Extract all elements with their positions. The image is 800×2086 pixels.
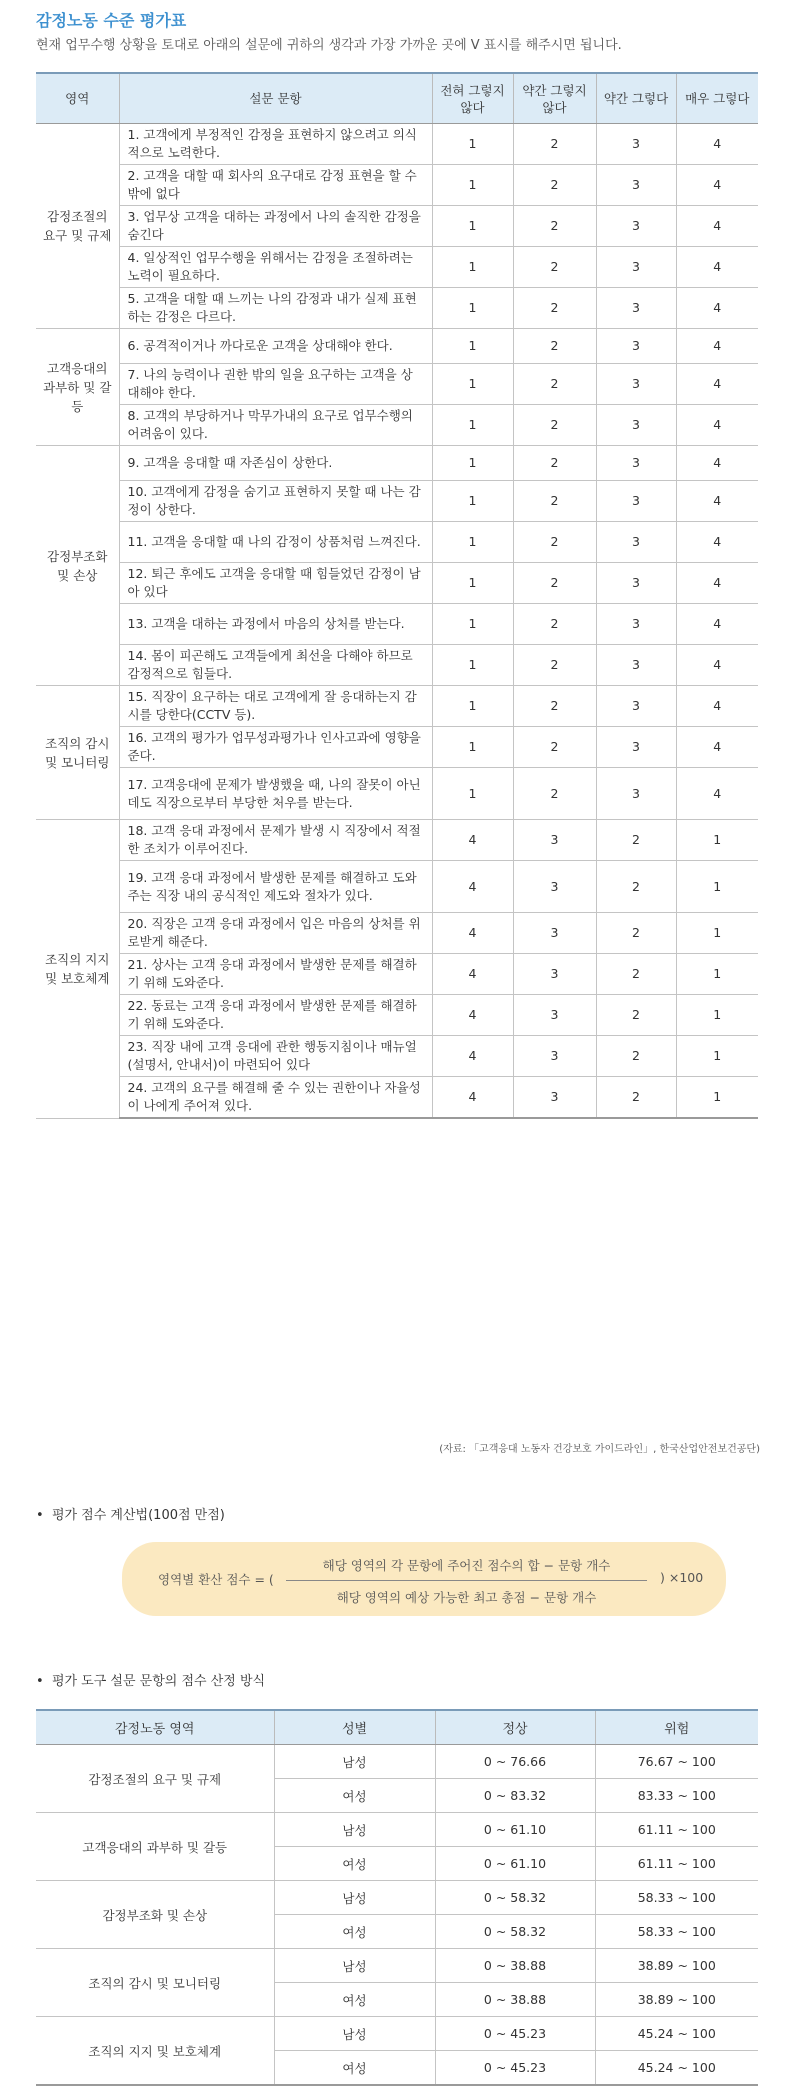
survey-question: 7. 나의 능력이나 권한 밖의 일을 요구하는 고객을 상대해야 한다. [119,364,432,405]
survey-option-4[interactable]: 4 [676,446,758,481]
scoring-sex: 여성 [274,2051,435,2086]
scoring-sex: 남성 [274,2017,435,2051]
survey-option-4[interactable]: 4 [676,481,758,522]
survey-option-2[interactable]: 3 [513,1036,596,1077]
scoring-sex: 남성 [274,1813,435,1847]
scoring-sex: 남성 [274,1881,435,1915]
survey-option-3[interactable]: 3 [596,165,676,206]
scoring-area-label: 고객응대의 과부하 및 갈등 [36,1813,274,1881]
survey-question: 6. 공격적이거나 까다로운 고객을 상대해야 한다. [119,329,432,364]
survey-row [36,165,758,206]
survey-option-3[interactable]: 3 [596,247,676,288]
survey-option-1[interactable]: 1 [432,124,513,165]
survey-option-3[interactable]: 2 [596,820,676,861]
survey-option-3[interactable]: 2 [596,1036,676,1077]
survey-option-4[interactable]: 4 [676,686,758,727]
survey-question: 16. 고객의 평가가 업무성과평가나 인사고과에 영향을 준다. [119,727,432,768]
survey-question: 8. 고객의 부당하거나 막무가내의 요구로 업무수행의 어려움이 있다. [119,405,432,446]
scoring-table [36,1709,758,2086]
survey-option-2[interactable]: 2 [513,604,596,645]
scoring-risk-range: 58.33 ~ 100 [595,1915,758,1949]
survey-question: 13. 고객을 대하는 과정에서 마음의 상처를 받는다. [119,604,432,645]
survey-option-3[interactable]: 3 [596,481,676,522]
survey-option-3[interactable]: 3 [596,604,676,645]
scoring-risk-range: 45.24 ~ 100 [595,2017,758,2051]
survey-row [36,913,758,954]
header-strongly-agree: 매우 그렇다 [676,73,758,124]
survey-option-3[interactable]: 3 [596,446,676,481]
survey-header-row [36,73,758,124]
survey-option-2[interactable]: 2 [513,288,596,329]
scoring-normal-range: 0 ~ 58.32 [435,1915,595,1949]
survey-option-3[interactable]: 3 [596,124,676,165]
formula-box [122,1542,726,1616]
scoring-row [36,1813,758,1847]
survey-row [36,954,758,995]
survey-question: 12. 퇴근 후에도 고객을 응대할 때 힘들었던 감정이 남아 있다 [119,563,432,604]
survey-row [36,820,758,861]
survey-option-2[interactable]: 3 [513,1077,596,1119]
survey-option-1[interactable]: 1 [432,288,513,329]
survey-row [36,861,758,913]
survey-question: 3. 업무상 고객을 대하는 과정에서 나의 솔직한 감정을 숨긴다 [119,206,432,247]
scoring-normal-range: 0 ~ 45.23 [435,2051,595,2086]
scoring-sex: 남성 [274,1745,435,1779]
survey-option-3[interactable]: 3 [596,563,676,604]
survey-question: 4. 일상적인 업무수행을 위해서는 감정을 조절하려는 노력이 필요하다. [119,247,432,288]
survey-question: 22. 동료는 고객 응대 과정에서 발생한 문제를 해결하기 위해 도와준다. [119,995,432,1036]
survey-question: 14. 몸이 피곤해도 고객들에게 최선을 다해야 하므로 감정적으로 힘들다. [119,645,432,686]
survey-option-4[interactable]: 4 [676,604,758,645]
survey-option-4[interactable]: 4 [676,124,758,165]
survey-option-2[interactable]: 2 [513,686,596,727]
survey-option-2[interactable]: 2 [513,405,596,446]
instructions-text: 현재 업무수행 상황을 토대로 아래의 설문에 귀하의 생각과 가장 가까운 곳에 V 표시를 해주시면 됩니다. [36,38,622,53]
scoring-risk-range: 58.33 ~ 100 [595,1881,758,1915]
survey-row [36,768,758,820]
survey-option-2[interactable]: 3 [513,861,596,913]
survey-option-2[interactable]: 3 [513,954,596,995]
survey-option-4[interactable]: 4 [676,364,758,405]
survey-option-2[interactable]: 2 [513,727,596,768]
survey-option-4[interactable]: 4 [676,768,758,820]
survey-option-2[interactable]: 2 [513,768,596,820]
scoring-normal-range: 0 ~ 45.23 [435,2017,595,2051]
survey-row [36,247,758,288]
scoring-area-label: 조직의 감시 및 모니터링 [36,1949,274,2017]
page-title: 감정노동 수준 평가표 [36,11,187,30]
survey-option-2[interactable]: 2 [513,563,596,604]
survey-question: 10. 고객에게 감정을 숨기고 표현하지 못할 때 나는 감정이 상한다. [119,481,432,522]
survey-option-1[interactable]: 4 [432,954,513,995]
header-somewhat-agree: 약간 그렇다 [596,73,676,124]
formula-lhs: 영역별 환산 점수 = ( [158,1572,274,1587]
scoring-normal-range: 0 ~ 61.10 [435,1813,595,1847]
survey-question: 11. 고객을 응대할 때 나의 감정이 상품처럼 느껴진다. [119,522,432,563]
formula-denominator: 해당 영역의 예상 가능한 최고 총점 − 문항 개수 [336,1590,597,1605]
survey-option-4[interactable]: 1 [676,954,758,995]
survey-row [36,1077,758,1119]
survey-option-1[interactable]: 1 [432,364,513,405]
survey-option-4[interactable]: 1 [676,995,758,1036]
survey-question: 5. 고객을 대할 때 느끼는 나의 감정과 내가 실제 표현하는 감정은 다르다. [119,288,432,329]
survey-option-4[interactable]: 4 [676,206,758,247]
scoring-risk-range: 61.11 ~ 100 [595,1847,758,1881]
survey-row [36,329,758,364]
calc-heading-text: 평가 점수 계산법(100점 만점) [51,1508,225,1523]
survey-row [36,446,758,481]
survey-question: 19. 고객 응대 과정에서 발생한 문제를 해결하고 도와주는 직장 내의 공식적인 제도와 절차가 있다. [119,861,432,913]
scoring-normal-range: 0 ~ 76.66 [435,1745,595,1779]
survey-option-4[interactable]: 4 [676,522,758,563]
fraction-line [286,1580,647,1581]
survey-option-3[interactable]: 3 [596,727,676,768]
survey-option-3[interactable]: 3 [596,364,676,405]
scoring-row [36,1745,758,1779]
survey-option-2[interactable]: 2 [513,645,596,686]
scoring-row [36,2017,758,2051]
survey-option-4[interactable]: 1 [676,861,758,913]
survey-option-3[interactable]: 3 [596,206,676,247]
header-somewhat-disagree: 약간 그렇지 않다 [513,73,596,124]
scoring-heading-text: 평가 도구 설문 문항의 점수 산정 방식 [51,1674,266,1689]
scoring-area-label: 감정부조화 및 손상 [36,1881,274,1949]
survey-question: 24. 고객의 요구를 해결해 줄 수 있는 권한이나 자율성이 나에게 주어져 있다. [119,1077,432,1119]
survey-option-1[interactable]: 4 [432,995,513,1036]
survey-option-2[interactable]: 2 [513,124,596,165]
survey-option-1[interactable]: 1 [432,481,513,522]
survey-option-1[interactable]: 4 [432,1077,513,1119]
survey-row [36,522,758,563]
survey-option-1[interactable]: 1 [432,206,513,247]
survey-option-1[interactable]: 4 [432,861,513,913]
scoring-normal-range: 0 ~ 38.88 [435,1949,595,1983]
survey-option-3[interactable]: 2 [596,861,676,913]
survey-option-4[interactable]: 4 [676,405,758,446]
survey-option-1[interactable]: 1 [432,768,513,820]
scoring-risk-range: 83.33 ~ 100 [595,1779,758,1813]
survey-row [36,364,758,405]
survey-option-3[interactable]: 3 [596,288,676,329]
survey-option-4[interactable]: 1 [676,913,758,954]
survey-question: 18. 고객 응대 과정에서 문제가 발생 시 직장에서 적절한 조치가 이루어진다. [119,820,432,861]
survey-option-1[interactable]: 1 [432,727,513,768]
survey-row [36,645,758,686]
scoring-sex: 여성 [274,1779,435,1813]
survey-option-2[interactable]: 2 [513,165,596,206]
scoring-risk-range: 76.67 ~ 100 [595,1745,758,1779]
survey-area-label: 감정부조화 및 손상 [36,446,119,686]
survey-row [36,288,758,329]
survey-row [36,563,758,604]
scoring-normal-range: 0 ~ 38.88 [435,1983,595,2017]
survey-question: 15. 직장이 요구하는 대로 고객에게 잘 응대하는지 감시를 당한다(CCTV 등). [119,686,432,727]
survey-option-2[interactable]: 2 [513,247,596,288]
survey-option-1[interactable]: 1 [432,329,513,364]
scoring-normal-range: 0 ~ 58.32 [435,1881,595,1915]
header-normal: 정상 [435,1710,595,1745]
survey-option-1[interactable]: 1 [432,446,513,481]
survey-row [36,1036,758,1077]
survey-question: 21. 상사는 고객 응대 과정에서 발생한 문제를 해결하기 위해 도와준다. [119,954,432,995]
scoring-row [36,1881,758,1915]
header-sex: 성별 [274,1710,435,1745]
survey-option-4[interactable]: 1 [676,1077,758,1119]
survey-option-1[interactable]: 1 [432,563,513,604]
scoring-risk-range: 45.24 ~ 100 [595,2051,758,2086]
survey-option-3[interactable]: 3 [596,645,676,686]
survey-question: 23. 직장 내에 고객 응대에 관한 행동지침이나 매뉴얼(설명서, 안내서)이 마련되어 있다 [119,1036,432,1077]
survey-option-2[interactable]: 2 [513,364,596,405]
survey-area-label: 고객응대의 과부하 및 갈등 [36,329,119,446]
header-domain: 감정노동 영역 [36,1710,274,1745]
survey-option-3[interactable]: 2 [596,913,676,954]
scoring-risk-range: 38.89 ~ 100 [595,1983,758,2017]
survey-option-3[interactable]: 3 [596,768,676,820]
survey-option-1[interactable]: 1 [432,247,513,288]
header-strongly-disagree: 전혀 그렇지 않다 [432,73,513,124]
survey-option-2[interactable]: 2 [513,481,596,522]
survey-option-4[interactable]: 1 [676,1036,758,1077]
survey-row [36,604,758,645]
header-question: 설문 문항 [119,73,432,124]
survey-option-3[interactable]: 2 [596,954,676,995]
survey-option-3[interactable]: 3 [596,522,676,563]
survey-option-1[interactable]: 1 [432,522,513,563]
survey-option-3[interactable]: 2 [596,995,676,1036]
survey-row [36,206,758,247]
scoring-sex: 여성 [274,1983,435,2017]
survey-area-label: 조직의 감시 및 모니터링 [36,686,119,820]
survey-option-3[interactable]: 2 [596,1077,676,1119]
survey-question: 17. 고객응대에 문제가 발생했을 때, 나의 잘못이 아닌데도 직장으로부터 부당한 처우를 받는다. [119,768,432,820]
survey-option-2[interactable]: 2 [513,446,596,481]
survey-area-label: 조직의 지지 및 보호체계 [36,820,119,1119]
survey-option-2[interactable]: 3 [513,995,596,1036]
calc-heading: • 평가 점수 계산법(100점 만점) [36,1508,225,1523]
scoring-area-label: 조직의 지지 및 보호체계 [36,2017,274,2086]
scoring-header-row [36,1710,758,1745]
survey-option-4[interactable]: 1 [676,820,758,861]
scoring-heading: • 평가 도구 설문 문항의 점수 산정 방식 [36,1674,266,1689]
survey-row [36,481,758,522]
survey-option-3[interactable]: 3 [596,686,676,727]
survey-question: 9. 고객을 응대할 때 자존심이 상한다. [119,446,432,481]
survey-row [36,995,758,1036]
survey-option-2[interactable]: 2 [513,206,596,247]
survey-option-4[interactable]: 4 [676,645,758,686]
survey-option-1[interactable]: 1 [432,645,513,686]
survey-option-1[interactable]: 4 [432,820,513,861]
header-risk: 위험 [595,1710,758,1745]
scoring-sex: 여성 [274,1915,435,1949]
survey-option-1[interactable]: 4 [432,1036,513,1077]
survey-row [36,405,758,446]
survey-row [36,124,758,165]
formula-numerator: 해당 영역의 각 문항에 주어진 점수의 합 − 문항 개수 [322,1558,611,1573]
survey-row [36,686,758,727]
survey-option-2[interactable]: 2 [513,522,596,563]
scoring-area-label: 감정조절의 요구 및 규제 [36,1745,274,1813]
survey-option-4[interactable]: 4 [676,329,758,364]
scoring-sex: 남성 [274,1949,435,1983]
survey-option-4[interactable]: 4 [676,563,758,604]
survey-option-4[interactable]: 4 [676,288,758,329]
scoring-sex: 여성 [274,1847,435,1881]
scoring-risk-range: 61.11 ~ 100 [595,1813,758,1847]
survey-option-3[interactable]: 3 [596,329,676,364]
survey-option-2[interactable]: 3 [513,820,596,861]
survey-option-1[interactable]: 4 [432,913,513,954]
survey-option-4[interactable]: 4 [676,727,758,768]
scoring-risk-range: 38.89 ~ 100 [595,1949,758,1983]
survey-question: 1. 고객에게 부정적인 감정을 표현하지 않으려고 의식적으로 노력한다. [119,124,432,165]
survey-option-1[interactable]: 1 [432,405,513,446]
survey-option-4[interactable]: 4 [676,247,758,288]
survey-option-4[interactable]: 4 [676,165,758,206]
survey-option-2[interactable]: 2 [513,329,596,364]
survey-option-3[interactable]: 3 [596,405,676,446]
survey-question: 20. 직장은 고객 응대 과정에서 입은 마음의 상처를 위로받게 해준다. [119,913,432,954]
survey-option-1[interactable]: 1 [432,686,513,727]
header-area: 영역 [36,73,119,124]
formula-rhs: ) ×100 [660,1570,704,1585]
survey-table [36,72,758,1119]
survey-option-1[interactable]: 1 [432,604,513,645]
survey-question: 2. 고객을 대할 때 회사의 요구대로 감정 표현을 할 수밖에 없다 [119,165,432,206]
source-note: (자료: 「고객응대 노동자 건강보호 가이드라인」, 한국산업안전보건공단) [439,1444,760,1455]
scoring-row [36,1949,758,1983]
survey-row [36,727,758,768]
scoring-normal-range: 0 ~ 83.32 [435,1779,595,1813]
survey-area-label: 감정조절의 요구 및 규제 [36,124,119,329]
scoring-normal-range: 0 ~ 61.10 [435,1847,595,1881]
survey-option-1[interactable]: 1 [432,165,513,206]
survey-option-2[interactable]: 3 [513,913,596,954]
